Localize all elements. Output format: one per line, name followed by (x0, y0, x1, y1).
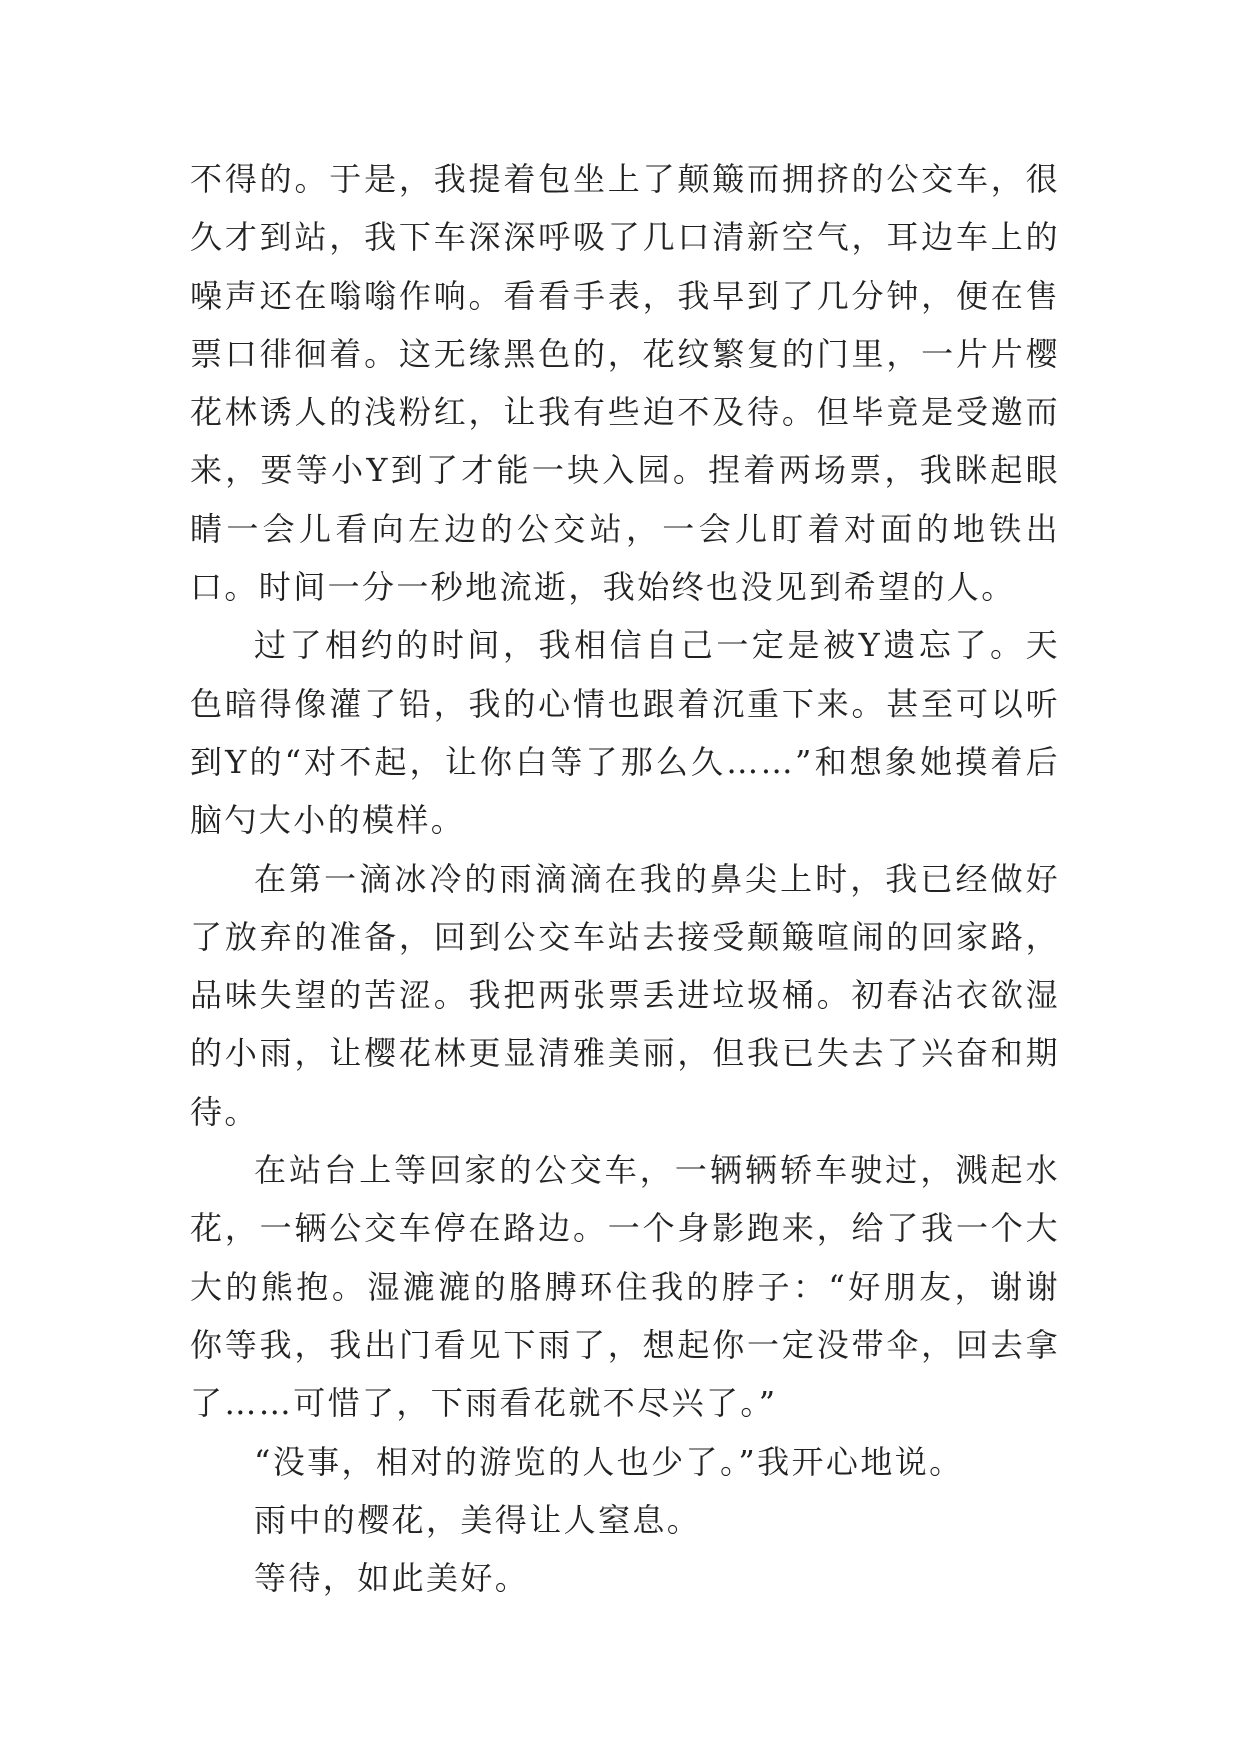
paragraph-3: 在第一滴冰冷的雨滴滴在我的鼻尖上时，我已经做好了放弃的准备，回到公交车站去接受颠簸喧闹的回家路，品味失望的苦涩。我把两张票丢进垃圾桶。初春沾衣欲湿的小雨，让樱花林更显清雅美丽，但我已失去了兴奋和期待。 (190, 859, 1060, 1131)
paragraph-4: 在站台上等回家的公交车，一辆辆轿车驶过，溅起水花，一辆公交车停在路边。一个身影跑来，给了我一个大大的熊抱。湿漉漉的胳膊环住我的脖子：“好朋友，谢谢你等我，我出门看见下雨了，想起你一定没带伞，回去拿了……可惜了，下雨看花就不尽兴了。” (190, 1151, 1060, 1423)
paragraph-1: 不得的。于是，我提着包坐上了颠簸而拥挤的公交车，很久才到站，我下车深深呼吸了几口清新空气，耳边车上的噪声还在嗡嗡作响。看看手表，我早到了几分钟，便在售票口徘徊着。这无缘黑色的，花纹繁复的门里，一片片樱花林诱人的浅粉红，让我有些迫不及待。但毕竟是受邀而来，要等小Y到了才能一块入园。捏着两场票，我眯起眼睛一会儿看向左边的公交站，一会儿盯着对面的地铁出口。时间一分一秒地流逝，我始终也没见到希望的人。 (190, 160, 1060, 607)
paragraph-6: 雨中的樱花，美得让人窒息。 (254, 1500, 702, 1539)
paragraph-5: “没事，相对的游览的人也少了。”我开心地说。 (254, 1442, 964, 1481)
document-body (190, 150, 1060, 1607)
paragraph-2: 过了相约的时间，我相信自己一定是被Y遗忘了。天色暗得像灌了铅，我的心情也跟着沉重下来。甚至可以听到Y的“对不起，让你白等了那么久……”和想象她摸着后脑勺大小的模样。 (190, 626, 1060, 840)
paragraph-7: 等待，如此美好。 (254, 1559, 530, 1598)
